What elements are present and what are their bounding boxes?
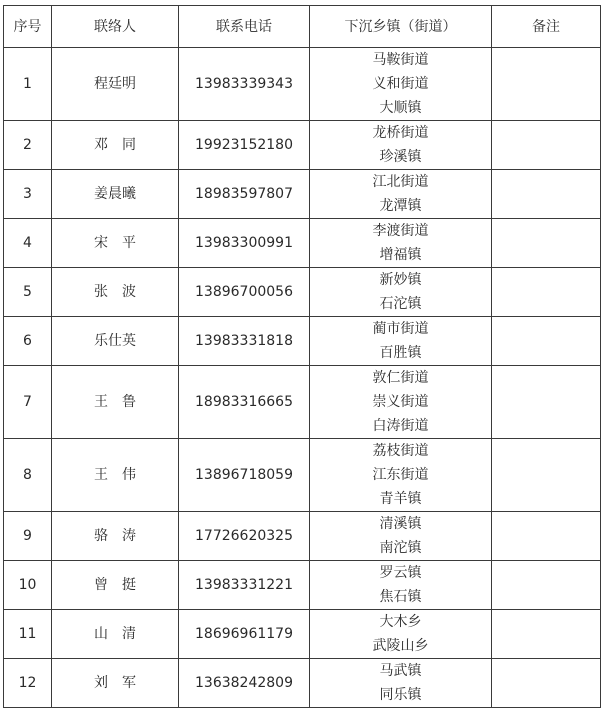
cell-phone: 13983300991 (179, 219, 310, 268)
table-row (4, 219, 601, 268)
town-name: 百胜镇 (379, 345, 422, 361)
cell-towns (310, 366, 492, 439)
cell-towns (310, 219, 492, 268)
cell-note (492, 121, 601, 170)
cell-contact: 乐仕英 (52, 317, 179, 366)
town-name: 焦石镇 (379, 589, 422, 605)
table-row (4, 121, 601, 170)
cell-towns (310, 610, 492, 659)
cell-note (492, 561, 601, 610)
cell-contact: 刘 军 (52, 659, 179, 708)
table-row (4, 317, 601, 366)
cell-contact: 山 清 (52, 610, 179, 659)
town-name: 青羊镇 (379, 491, 422, 507)
table-row (4, 48, 601, 121)
town-name: 武陵山乡 (372, 638, 429, 654)
cell-note (492, 317, 601, 366)
town-name: 荔枝街道 (372, 443, 429, 459)
cell-no: 6 (4, 317, 52, 366)
cell-no: 5 (4, 268, 52, 317)
town-name: 新妙镇 (379, 272, 422, 288)
cell-phone: 13896718059 (179, 439, 310, 512)
header-no: 序号 (4, 6, 52, 48)
table-row (4, 170, 601, 219)
cell-contact: 骆 涛 (52, 512, 179, 561)
town-name: 龙潭镇 (379, 198, 422, 214)
cell-note (492, 610, 601, 659)
table-row (4, 439, 601, 512)
cell-towns (310, 439, 492, 512)
cell-phone: 13983339343 (179, 48, 310, 121)
cell-contact: 曾 挺 (52, 561, 179, 610)
cell-note (492, 170, 601, 219)
cell-contact: 张 波 (52, 268, 179, 317)
town-name: 同乐镇 (379, 687, 422, 703)
town-name: 白涛街道 (372, 418, 429, 434)
cell-towns (310, 561, 492, 610)
cell-no: 7 (4, 366, 52, 439)
table-row (4, 366, 601, 439)
cell-contact: 邓 同 (52, 121, 179, 170)
cell-phone: 18983316665 (179, 366, 310, 439)
cell-no: 12 (4, 659, 52, 708)
town-name: 清溪镇 (379, 516, 422, 532)
cell-note (492, 659, 601, 708)
header-phone: 联系电话 (179, 6, 310, 48)
header-row (4, 6, 601, 48)
cell-contact: 王 鲁 (52, 366, 179, 439)
cell-no: 3 (4, 170, 52, 219)
town-name: 增福镇 (379, 247, 422, 263)
cell-phone: 18696961179 (179, 610, 310, 659)
cell-phone: 18983597807 (179, 170, 310, 219)
cell-no: 9 (4, 512, 52, 561)
town-name: 马武镇 (379, 663, 422, 679)
cell-phone: 13638242809 (179, 659, 310, 708)
town-name: 石沱镇 (379, 296, 422, 312)
cell-no: 8 (4, 439, 52, 512)
town-name: 罗云镇 (379, 565, 422, 581)
cell-no: 11 (4, 610, 52, 659)
town-name: 敦仁街道 (372, 370, 429, 386)
town-name: 龙桥街道 (372, 125, 429, 141)
cell-no: 1 (4, 48, 52, 121)
cell-note (492, 439, 601, 512)
cell-no: 4 (4, 219, 52, 268)
cell-note (492, 219, 601, 268)
town-name: 江北街道 (372, 174, 429, 190)
cell-contact: 宋 平 (52, 219, 179, 268)
cell-towns (310, 268, 492, 317)
cell-note (492, 366, 601, 439)
cell-towns (310, 659, 492, 708)
table-row (4, 268, 601, 317)
town-name: 珍溪镇 (379, 149, 422, 165)
town-name: 南沱镇 (379, 540, 422, 556)
cell-no: 2 (4, 121, 52, 170)
cell-phone: 19923152180 (179, 121, 310, 170)
header-towns: 下沉乡镇（街道） (310, 6, 492, 48)
town-name: 义和街道 (372, 76, 429, 92)
cell-phone: 13983331818 (179, 317, 310, 366)
cell-note (492, 48, 601, 121)
town-name: 江东街道 (372, 467, 429, 483)
table-row (4, 610, 601, 659)
table-row (4, 512, 601, 561)
table-row (4, 561, 601, 610)
cell-phone: 13983331221 (179, 561, 310, 610)
table-row (4, 659, 601, 708)
town-name: 大木乡 (379, 614, 422, 630)
header-contact: 联络人 (52, 6, 179, 48)
cell-phone: 17726620325 (179, 512, 310, 561)
cell-note (492, 268, 601, 317)
cell-contact: 程廷明 (52, 48, 179, 121)
cell-towns (310, 170, 492, 219)
header-note: 备注 (492, 6, 601, 48)
town-name: 马鞍街道 (372, 52, 429, 68)
cell-phone: 13896700056 (179, 268, 310, 317)
contacts-table (3, 5, 601, 708)
table-body (4, 48, 601, 708)
cell-contact: 姜晨曦 (52, 170, 179, 219)
cell-towns (310, 317, 492, 366)
town-name: 大顺镇 (379, 100, 422, 116)
cell-towns (310, 121, 492, 170)
cell-no: 10 (4, 561, 52, 610)
cell-towns (310, 48, 492, 121)
town-name: 蔺市街道 (372, 321, 429, 337)
cell-towns (310, 512, 492, 561)
town-name: 崇义街道 (372, 394, 429, 410)
cell-contact: 王 伟 (52, 439, 179, 512)
town-name: 李渡街道 (372, 223, 429, 239)
cell-note (492, 512, 601, 561)
